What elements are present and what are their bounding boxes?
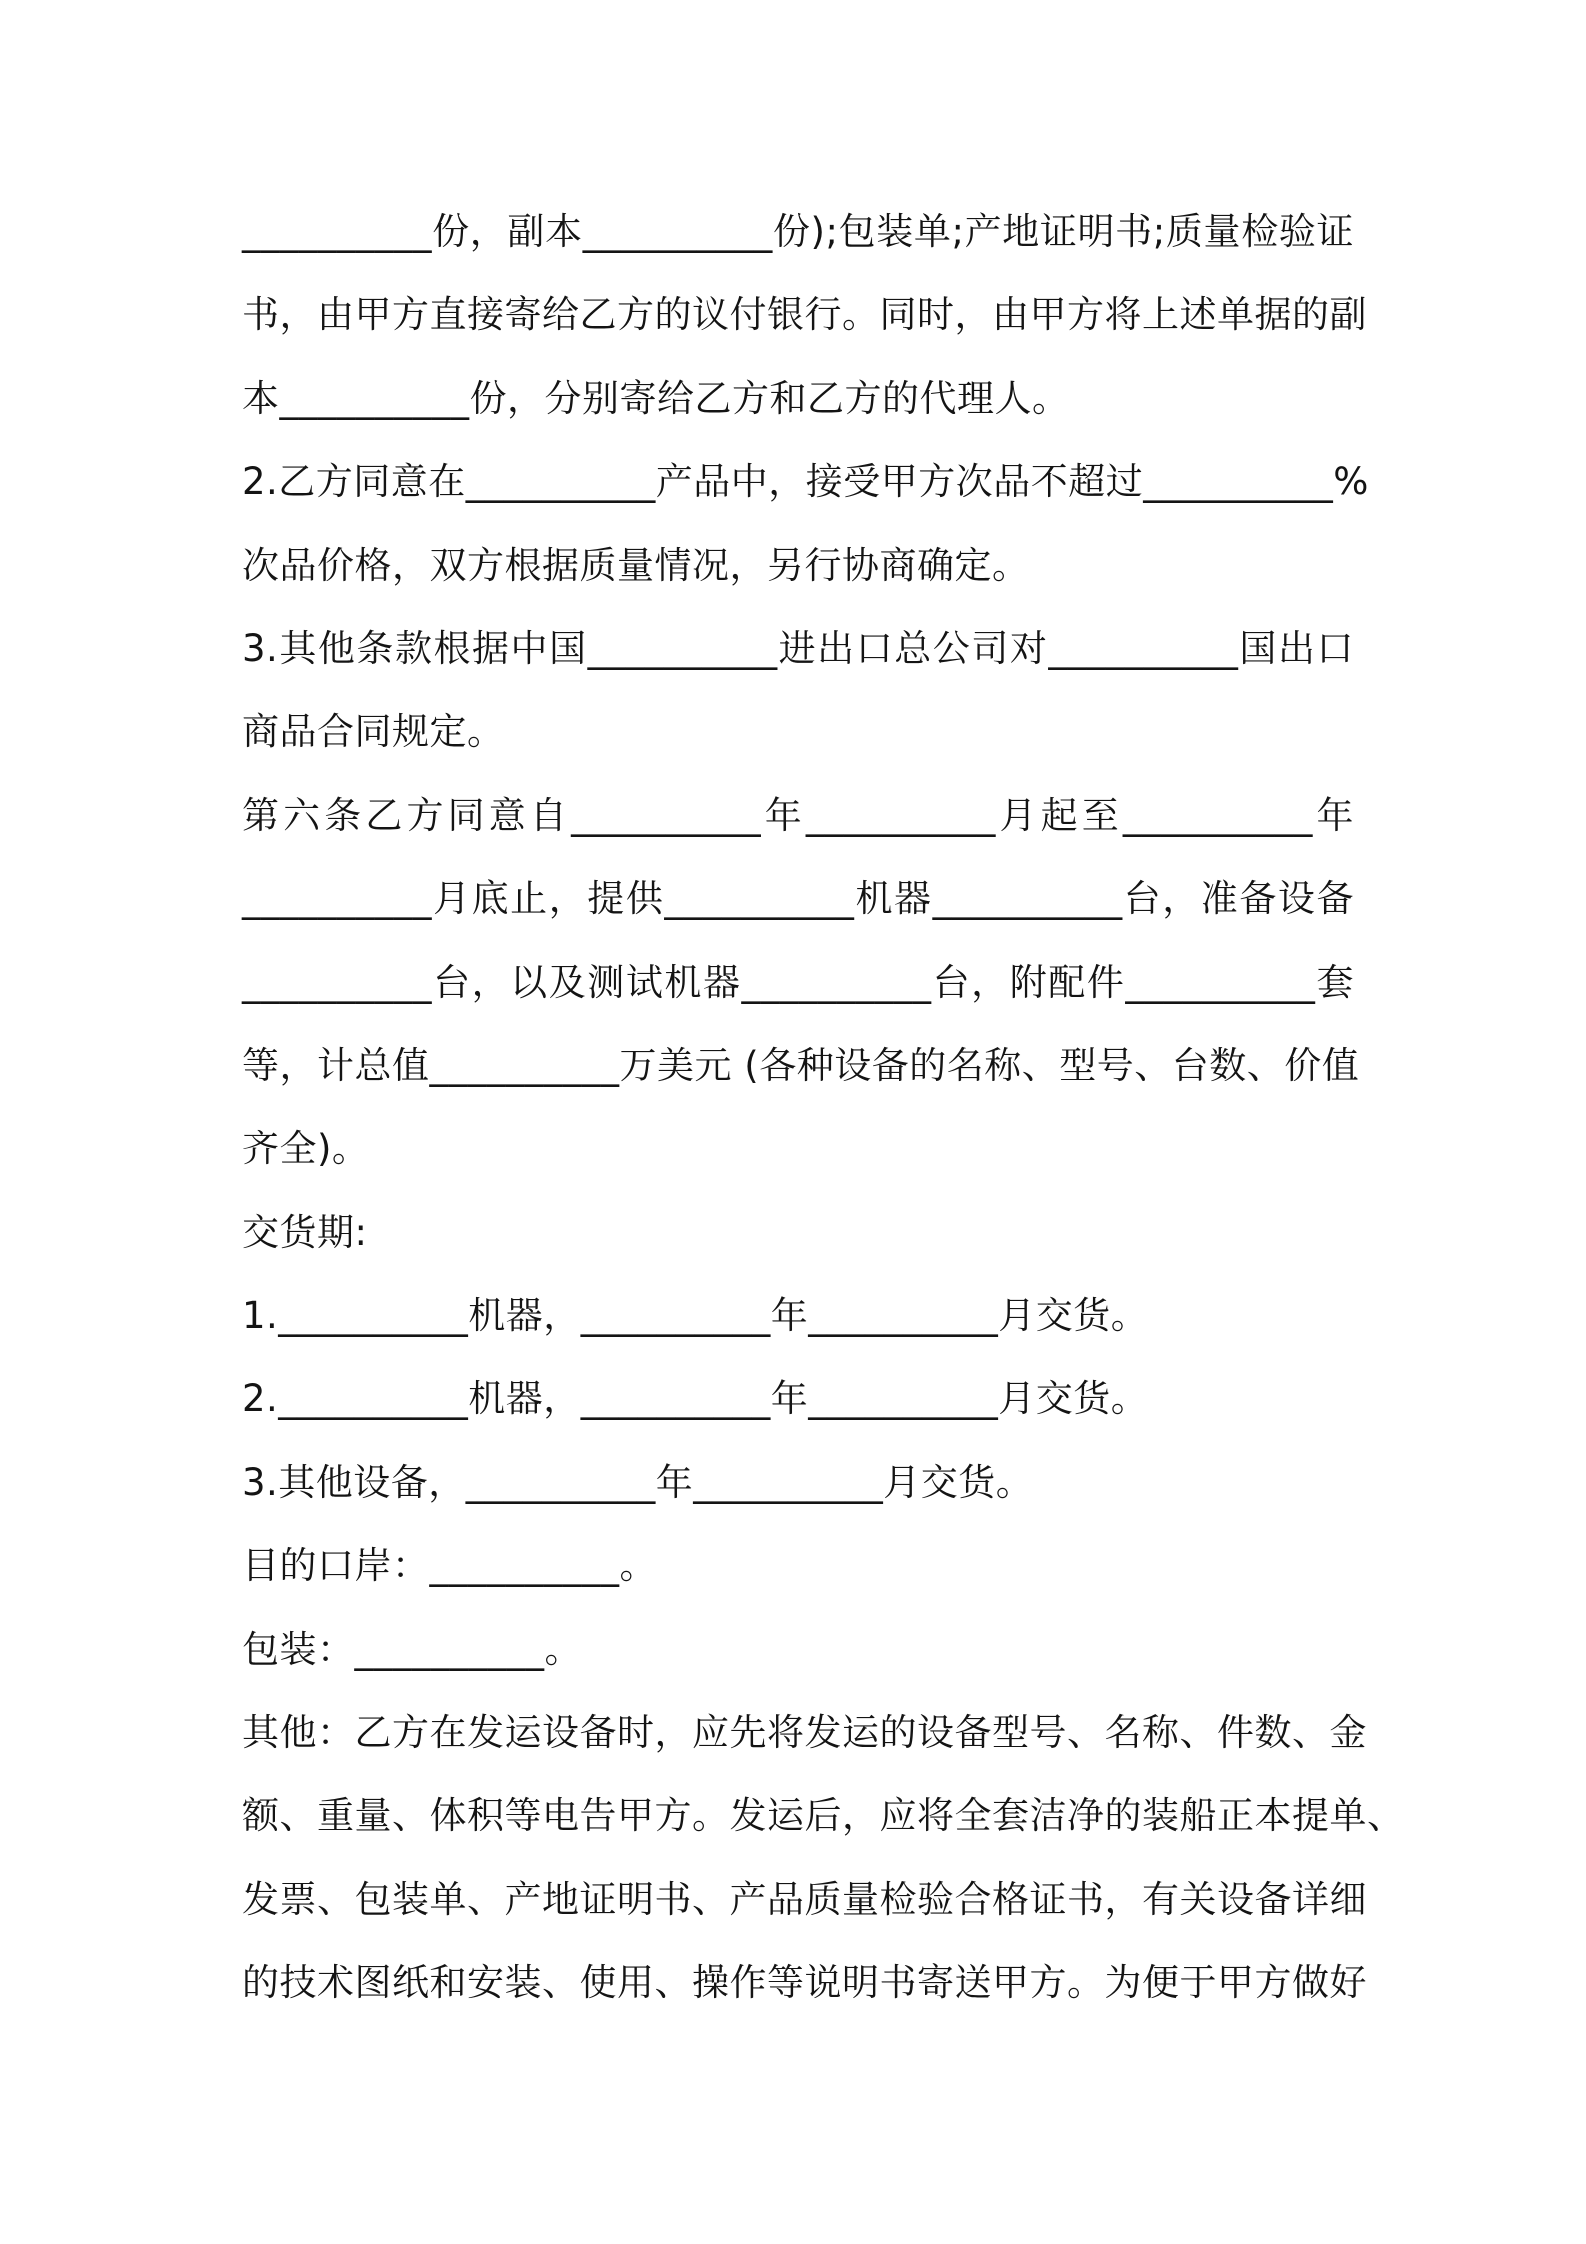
document-page — [242, 198, 1405, 2033]
text-line: 发票、包装单、产地证明书、产品质量检验合格证书，有关设备详细 — [242, 1877, 1367, 1921]
text-line: 包装：__________。 — [242, 1627, 582, 1671]
text-line: __________月底止，提供__________机器__________台，准备设备 — [242, 877, 1354, 921]
text-line: 额、重量、体积等电告甲方。发运后，应将全套洁净的装船正本提单、 — [242, 1794, 1405, 1838]
text-line: 书，由甲方直接寄给乙方的议付银行。同时，由甲方将上述单据的副 — [242, 293, 1367, 337]
text-line: 3.其他条款根据中国__________进出口总公司对__________国出口 — [242, 626, 1354, 670]
text-line: 2.乙方同意在__________产品中，接受甲方次品不超过__________% — [242, 460, 1369, 504]
text-line: 次品价格，双方根据质量情况，另行协商确定。 — [242, 543, 1030, 587]
text-line: __________台，以及测试机器__________台，附配件__________套 — [242, 960, 1354, 1004]
text-line: 第六条乙方同意自__________年__________月起至__________年 — [242, 793, 1354, 837]
text-line: 等，计总值__________万美元 (各种设备的名称、型号、台数、价值 — [242, 1043, 1360, 1087]
text-line: __________份，副本__________份);包装单;产地证明书;质量检验证 — [242, 210, 1354, 253]
text-line: 其他：乙方在发运设备时，应先将发运的设备型号、名称、件数、金 — [242, 1711, 1367, 1755]
text-line: 1.__________机器，__________年__________月交货。 — [242, 1294, 1149, 1338]
text-line: 的技术图纸和安装、使用、操作等说明书寄送甲方。为便于甲方做好 — [242, 1961, 1367, 2005]
text-line: 目的口岸：__________。 — [242, 1544, 657, 1588]
text-line: 本__________份，分别寄给乙方和乙方的代理人。 — [242, 376, 1070, 420]
text-line: 商品合同规定。 — [242, 710, 505, 754]
text-line: 齐全)。 — [242, 1127, 370, 1171]
text-line: 3.其他设备，__________年__________月交货。 — [242, 1460, 1034, 1504]
text-line: 2.__________机器，__________年__________月交货。 — [242, 1377, 1149, 1421]
text-line: 交货期: — [242, 1210, 368, 1254]
